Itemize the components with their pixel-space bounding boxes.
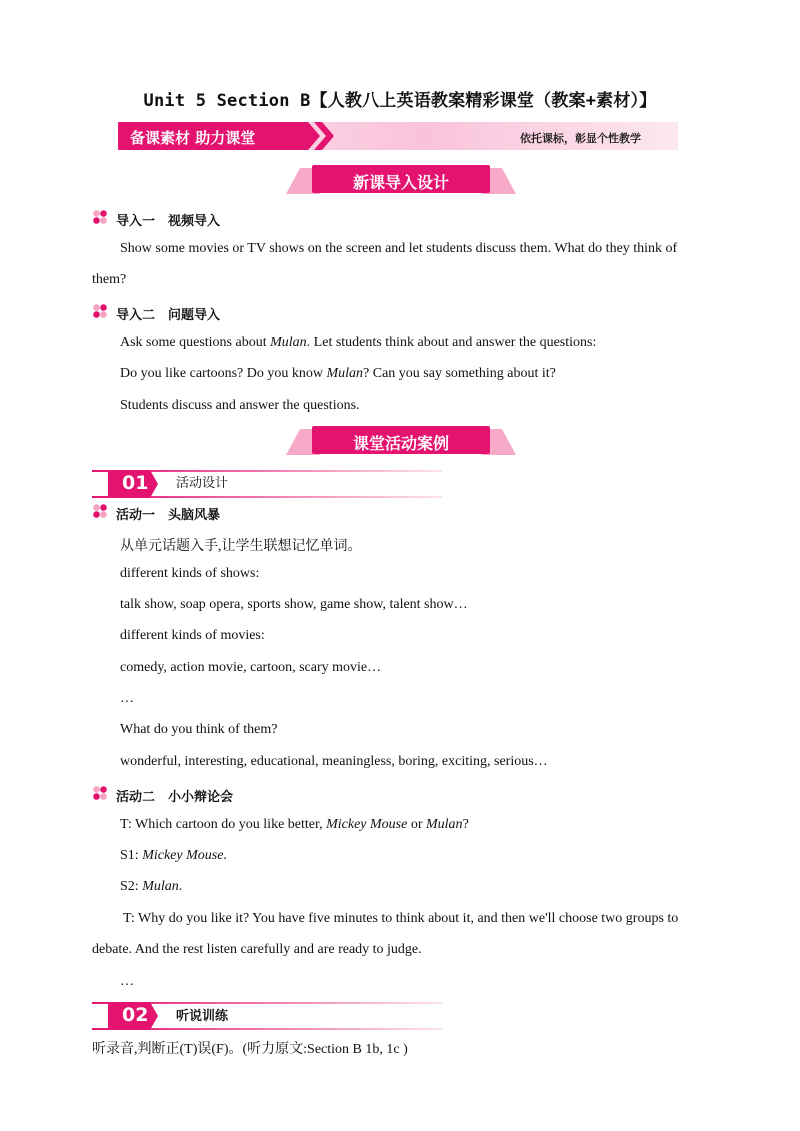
lead1-line1: Show some movies or TV shows on the screen and let students discuss them. What do they think of [120, 241, 678, 256]
italic-title: Mickey Mouse [326, 817, 408, 832]
text-run: T: Which cartoon do you like better, [120, 817, 327, 832]
ellipsis: … [120, 974, 134, 989]
text-run: or [407, 817, 426, 832]
step-number-02: 02 [122, 1004, 149, 1026]
activity1-line: … [120, 691, 134, 706]
text-run: . Let students think about and answer the questions: [306, 335, 597, 350]
step-number-01: 01 [122, 472, 149, 494]
dialogue-student-1 [120, 848, 227, 864]
flower-icon [92, 209, 108, 225]
activity2-heading: 活动二 小小辩论会 [116, 790, 234, 805]
text-run: . [223, 848, 227, 863]
lead1-line2: them? [92, 272, 127, 287]
dialogue-teacher-2-line1: T: Why do you like it? You have five minutes to think about it, and then we'll choose two groups to [123, 911, 679, 926]
dialogue-teacher-2-line2: debate. And the rest listen carefully and are ready to judge. [92, 942, 422, 957]
activity1-line: different kinds of shows: [120, 566, 260, 581]
activity1-line: 从单元话题入手,让学生联想记忆单词。 [120, 539, 362, 554]
lead2-line2 [120, 366, 556, 382]
text-run: Ask some questions about [120, 335, 271, 350]
banner-left-text: 备课素材 助力课堂 [130, 129, 256, 147]
text-run: ? [462, 817, 469, 832]
text-run: S2: [120, 879, 143, 894]
section-title-new-lesson: 新课导入设计 [352, 173, 449, 192]
lead1-heading: 导入一 视频导入 [116, 214, 221, 229]
dialogue-teacher-1 [120, 817, 469, 833]
activity1-line: different kinds of movies: [120, 628, 265, 643]
activity1-line: wonderful, interesting, educational, meaningless, boring, exciting, serious… [120, 754, 548, 769]
section-title-classroom: 课堂活动案例 [352, 434, 449, 453]
italic-title: Mickey Mouse [142, 848, 224, 863]
activity1-line: What do you think of them? [120, 722, 278, 737]
activity1-heading: 活动一 头脑风暴 [116, 508, 221, 523]
flower-icon [92, 503, 108, 519]
flower-icon [92, 785, 108, 801]
step-label-design: 活动设计 [176, 476, 229, 491]
banner-right-text: 依托课标，彰显个性教学 [520, 132, 641, 145]
activity1-line: talk show, soap opera, sports show, game show, talent show… [120, 597, 468, 612]
lead2-line3: Students discuss and answer the questions. [120, 398, 360, 413]
italic-title: Mulan [326, 366, 364, 381]
listening-instruction: 听录音,判断正(T)误(F)。(听力原文:Section B 1b, 1c ) [92, 1042, 408, 1057]
flower-icon [92, 303, 108, 319]
italic-title: Mulan [142, 879, 179, 894]
activity1-line: comedy, action movie, cartoon, scary movie… [120, 660, 382, 675]
dialogue-student-2 [120, 879, 182, 895]
italic-title: Mulan [270, 335, 307, 350]
text-run: ? Can you say something about it? [363, 366, 556, 381]
text-run: S1: [120, 848, 143, 863]
italic-title: Mulan [426, 817, 463, 832]
lead2-line1 [120, 335, 596, 351]
step-label-listen: 听说训练 [176, 1009, 229, 1024]
text-run: Do you like cartoons? Do you know [120, 366, 327, 381]
document-title: Unit 5 Section B【人教八上英语教案精彩课堂（教案+素材）】 [143, 91, 657, 111]
lead2-heading: 导入二 问题导入 [116, 308, 221, 323]
text-run: . [178, 879, 183, 894]
